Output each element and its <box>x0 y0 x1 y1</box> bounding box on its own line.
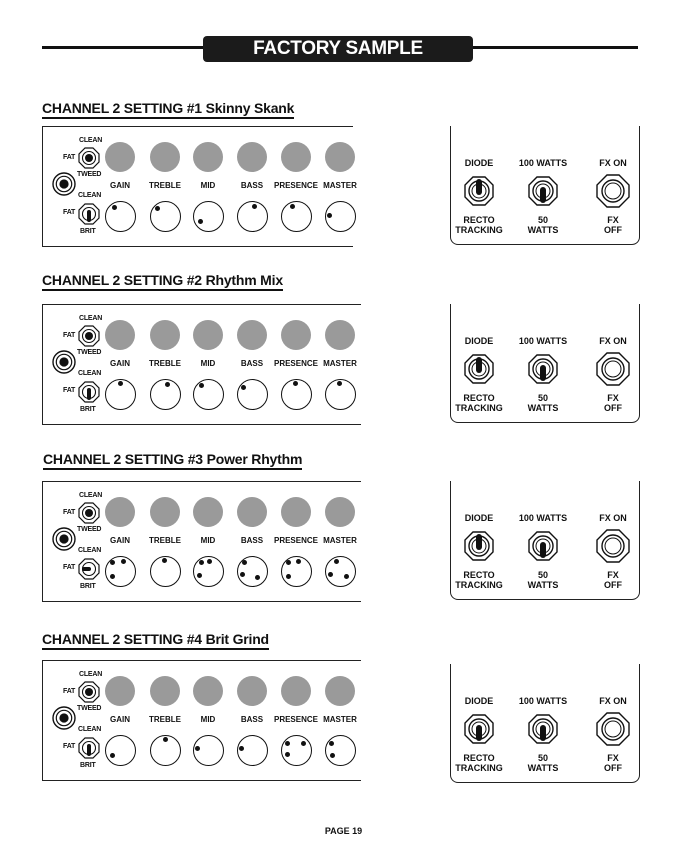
mode-switch-clean-fat-tweed[interactable] <box>78 147 100 169</box>
knob-treble[interactable] <box>150 379 181 410</box>
knob-cap-mid-icon <box>193 497 223 527</box>
watts-toggle[interactable] <box>526 174 560 208</box>
knob-cap-treble-icon <box>150 320 180 350</box>
knob-gain[interactable] <box>105 379 136 410</box>
watts-toggle[interactable] <box>526 352 560 386</box>
switch-label-bottom: 50 <box>537 215 548 225</box>
knob-position-dot <box>240 572 245 577</box>
switch-label-bottom: WATTS <box>527 763 559 773</box>
knob-cap-presence-icon <box>281 142 311 172</box>
knob-position-dot <box>327 213 332 218</box>
knob-gain[interactable] <box>105 556 136 587</box>
knob-cap-mid-icon <box>193 142 223 172</box>
label-clean: CLEAN <box>78 370 102 377</box>
fx-loop-jack-icon[interactable] <box>595 351 631 387</box>
knob-label-bass: BASS <box>240 359 264 368</box>
mode-switch-clean-fat-brit[interactable] <box>78 381 100 403</box>
switch-label-bottom: TRACKING <box>455 403 503 413</box>
knob-label-master: MASTER <box>323 359 357 368</box>
knob-position-dot <box>285 741 290 746</box>
header-rule-left <box>42 46 207 49</box>
knob-presence[interactable] <box>281 556 312 587</box>
knob-position-dot <box>239 746 244 751</box>
label-clean: CLEAN <box>79 137 103 144</box>
input-jack-icon[interactable] <box>51 171 77 197</box>
knob-bass[interactable] <box>237 735 268 766</box>
knob-label-presence: PRESENCE <box>273 536 318 545</box>
knob-label-master: MASTER <box>323 536 357 545</box>
knob-master[interactable] <box>325 379 356 410</box>
input-jack-icon[interactable] <box>51 526 77 552</box>
label-clean: CLEAN <box>78 547 102 554</box>
switch-label-top: FX ON <box>599 336 627 346</box>
switch-label-bottom: FX <box>607 393 619 403</box>
label-brit: BRIT <box>80 762 96 769</box>
knob-position-dot <box>110 753 115 758</box>
label-clean: CLEAN <box>79 315 103 322</box>
knob-position-dot <box>112 205 117 210</box>
switch-label-bottom: OFF <box>604 403 622 413</box>
knob-label-master: MASTER <box>323 181 357 190</box>
header-rule-right <box>470 46 638 49</box>
knob-position-dot <box>155 206 160 211</box>
knob-cap-gain-icon <box>105 676 135 706</box>
label-tweed: TWEED <box>77 349 102 356</box>
mode-switch-clean-fat-brit[interactable] <box>78 558 100 580</box>
switch-label-top: DIODE <box>464 158 494 168</box>
label-fat: FAT <box>63 688 76 695</box>
knob-label-presence: PRESENCE <box>273 359 318 368</box>
knob-position-dot <box>290 204 295 209</box>
switch-label-bottom: OFF <box>604 225 622 235</box>
switch-label-top: DIODE <box>464 696 494 706</box>
knob-gain[interactable] <box>105 735 136 766</box>
knob-label-bass: BASS <box>240 536 264 545</box>
knob-cap-master-icon <box>325 676 355 706</box>
knob-position-dot <box>330 753 335 758</box>
knob-label-bass: BASS <box>240 715 264 724</box>
mode-switch-clean-fat-brit[interactable] <box>78 203 100 225</box>
mode-switch-clean-fat-tweed[interactable] <box>78 681 100 703</box>
label-fat: FAT <box>63 332 76 339</box>
watts-toggle[interactable] <box>526 712 560 746</box>
diode-recto-toggle[interactable] <box>462 529 496 563</box>
switch-label-bottom: TRACKING <box>455 225 503 235</box>
label-fat: FAT <box>63 209 76 216</box>
knob-label-gain: GAIN <box>110 536 130 545</box>
knob-bass[interactable] <box>237 556 268 587</box>
switch-label-bottom: WATTS <box>527 225 559 235</box>
mode-switch-clean-fat-tweed[interactable] <box>78 502 100 524</box>
knob-label-presence: PRESENCE <box>273 181 318 190</box>
knob-mid[interactable] <box>193 201 224 232</box>
knob-position-dot <box>301 741 306 746</box>
knob-cap-presence-icon <box>281 497 311 527</box>
switch-label-bottom: FX <box>607 570 619 580</box>
knob-label-treble: TREBLE <box>149 359 181 368</box>
knob-cap-presence-icon <box>281 676 311 706</box>
knob-bass[interactable] <box>237 379 268 410</box>
knob-presence[interactable] <box>281 735 312 766</box>
diode-recto-toggle[interactable] <box>462 712 496 746</box>
knob-label-mid: MID <box>200 715 216 724</box>
knob-label-gain: GAIN <box>110 181 130 190</box>
knob-cap-master-icon <box>325 320 355 350</box>
knob-cap-treble-icon <box>150 497 180 527</box>
knob-position-dot <box>242 560 247 565</box>
knob-position-dot <box>199 560 204 565</box>
setting-title: CHANNEL 2 SETTING #1 Skinny Skank <box>42 100 294 119</box>
knob-position-dot <box>337 381 342 386</box>
knob-position-dot <box>241 385 246 390</box>
knob-cap-bass-icon <box>237 676 267 706</box>
switch-label-top: FX ON <box>599 696 627 706</box>
switch-label-top: FX ON <box>599 158 627 168</box>
knob-label-mid: MID <box>200 181 216 190</box>
fx-loop-jack-icon[interactable] <box>595 528 631 564</box>
label-brit: BRIT <box>80 406 96 413</box>
label-brit: BRIT <box>80 583 96 590</box>
setting-title: CHANNEL 2 SETTING #4 Brit Grind <box>42 631 269 650</box>
knob-mid[interactable] <box>193 556 224 587</box>
knob-label-mid: MID <box>200 359 216 368</box>
switch-label-top: 100 WATTS <box>518 696 568 706</box>
label-tweed: TWEED <box>77 171 102 178</box>
knob-position-dot <box>285 752 290 757</box>
knob-position-dot <box>286 560 291 565</box>
knob-cap-treble-icon <box>150 676 180 706</box>
switch-label-bottom: 50 <box>537 570 548 580</box>
knob-position-dot <box>198 219 203 224</box>
switch-label-bottom: TRACKING <box>455 580 503 590</box>
label-brit: BRIT <box>80 228 96 235</box>
mode-switch-clean-fat-brit[interactable] <box>78 737 100 759</box>
knob-position-dot <box>118 381 123 386</box>
knob-position-dot <box>252 204 257 209</box>
label-fat: FAT <box>63 743 76 750</box>
knob-cap-gain-icon <box>105 320 135 350</box>
label-fat: FAT <box>63 564 76 571</box>
label-clean: CLEAN <box>78 192 102 199</box>
knob-label-gain: GAIN <box>110 359 130 368</box>
knob-position-dot <box>334 559 339 564</box>
watts-toggle[interactable] <box>526 529 560 563</box>
knob-label-presence: PRESENCE <box>273 715 318 724</box>
knob-cap-gain-icon <box>105 497 135 527</box>
switch-label-bottom: RECTO <box>463 215 495 225</box>
knob-label-treble: TREBLE <box>149 536 181 545</box>
knob-master[interactable] <box>325 556 356 587</box>
knob-position-dot <box>328 572 333 577</box>
switch-label-bottom: OFF <box>604 580 622 590</box>
knob-presence[interactable] <box>281 201 312 232</box>
switch-label-bottom: OFF <box>604 763 622 773</box>
knob-label-treble: TREBLE <box>149 181 181 190</box>
knob-presence[interactable] <box>281 379 312 410</box>
label-fat: FAT <box>63 387 76 394</box>
knob-position-dot <box>344 574 349 579</box>
knob-bass[interactable] <box>237 201 268 232</box>
switch-label-top: DIODE <box>464 513 494 523</box>
diode-recto-toggle[interactable] <box>462 174 496 208</box>
knob-position-dot <box>195 746 200 751</box>
knob-cap-mid-icon <box>193 676 223 706</box>
label-fat: FAT <box>63 154 76 161</box>
switch-label-top: 100 WATTS <box>518 158 568 168</box>
knob-label-gain: GAIN <box>110 715 130 724</box>
switch-label-top: FX ON <box>599 513 627 523</box>
knob-gain[interactable] <box>105 201 136 232</box>
switch-label-bottom: FX <box>607 215 619 225</box>
knob-treble[interactable] <box>150 201 181 232</box>
label-tweed: TWEED <box>77 526 102 533</box>
fx-loop-jack-icon[interactable] <box>595 711 631 747</box>
knob-label-treble: TREBLE <box>149 715 181 724</box>
knob-position-dot <box>163 737 168 742</box>
knob-position-dot <box>199 383 204 388</box>
switch-label-bottom: RECTO <box>463 753 495 763</box>
knob-cap-master-icon <box>325 142 355 172</box>
switch-label-top: 100 WATTS <box>518 336 568 346</box>
switch-label-top: DIODE <box>464 336 494 346</box>
knob-master[interactable] <box>325 735 356 766</box>
input-jack-icon[interactable] <box>51 349 77 375</box>
knob-cap-mid-icon <box>193 320 223 350</box>
switch-label-bottom: 50 <box>537 753 548 763</box>
knob-position-dot <box>162 558 167 563</box>
switch-label-top: 100 WATTS <box>518 513 568 523</box>
knob-position-dot <box>255 575 260 580</box>
switch-label-bottom: WATTS <box>527 580 559 590</box>
label-fat: FAT <box>63 509 76 516</box>
knob-position-dot <box>110 560 115 565</box>
knob-label-mid: MID <box>200 536 216 545</box>
knob-treble[interactable] <box>150 556 181 587</box>
knob-position-dot <box>329 741 334 746</box>
page-title: FACTORY SAMPLE SETTINGS: <box>203 36 473 62</box>
fx-loop-jack-icon[interactable] <box>595 173 631 209</box>
switch-label-bottom: RECTO <box>463 393 495 403</box>
knob-cap-presence-icon <box>281 320 311 350</box>
diode-recto-toggle[interactable] <box>462 352 496 386</box>
knob-mid[interactable] <box>193 735 224 766</box>
knob-treble[interactable] <box>150 735 181 766</box>
knob-cap-treble-icon <box>150 142 180 172</box>
switch-label-bottom: RECTO <box>463 570 495 580</box>
knob-label-bass: BASS <box>240 181 264 190</box>
knob-label-master: MASTER <box>323 715 357 724</box>
switch-label-bottom: WATTS <box>527 403 559 413</box>
setting-title: CHANNEL 2 SETTING #2 Rhythm Mix <box>42 272 283 291</box>
setting-title: CHANNEL 2 SETTING #3 Power Rhythm <box>43 451 302 470</box>
knob-position-dot <box>165 382 170 387</box>
label-clean: CLEAN <box>79 492 103 499</box>
knob-cap-bass-icon <box>237 142 267 172</box>
knob-cap-bass-icon <box>237 320 267 350</box>
label-clean: CLEAN <box>78 726 102 733</box>
knob-cap-bass-icon <box>237 497 267 527</box>
knob-position-dot <box>121 559 126 564</box>
switch-label-bottom: FX <box>607 753 619 763</box>
knob-position-dot <box>296 559 301 564</box>
switch-label-bottom: TRACKING <box>455 763 503 773</box>
input-jack-icon[interactable] <box>51 705 77 731</box>
label-clean: CLEAN <box>79 671 103 678</box>
label-tweed: TWEED <box>77 705 102 712</box>
mode-switch-clean-fat-tweed[interactable] <box>78 325 100 347</box>
knob-position-dot <box>207 559 212 564</box>
knob-cap-master-icon <box>325 497 355 527</box>
knob-position-dot <box>293 381 298 386</box>
knob-position-dot <box>110 574 115 579</box>
knob-position-dot <box>197 573 202 578</box>
switch-label-bottom: 50 <box>537 393 548 403</box>
page-number: PAGE 19 <box>324 826 363 836</box>
knob-cap-gain-icon <box>105 142 135 172</box>
knob-master[interactable] <box>325 201 356 232</box>
knob-mid[interactable] <box>193 379 224 410</box>
knob-position-dot <box>286 574 291 579</box>
